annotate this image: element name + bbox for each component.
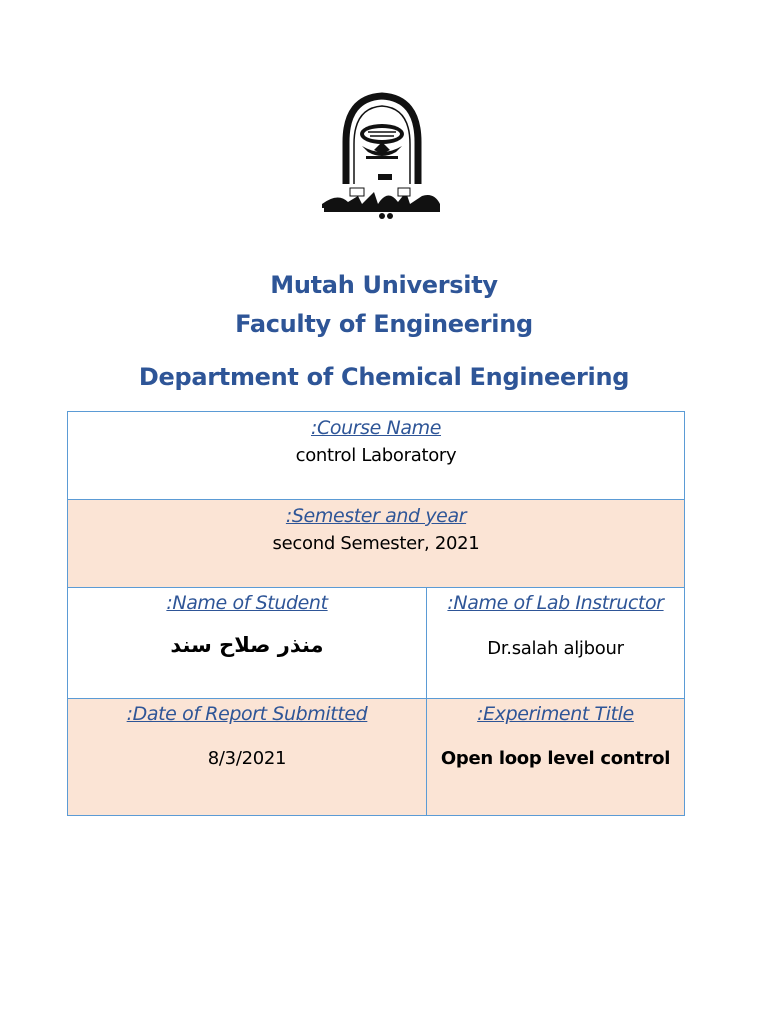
student-name-label: :Name of Student xyxy=(166,592,328,614)
date-label: :Date of Report Submitted xyxy=(126,703,368,725)
semester-cell xyxy=(68,500,685,588)
experiment-cell xyxy=(427,699,685,816)
mutah-seal-icon xyxy=(318,92,446,222)
course-name-label: :Course Name xyxy=(310,417,442,439)
department-name: Department of Chemical Engineering xyxy=(138,363,630,391)
faculty-name: Faculty of Engineering xyxy=(235,310,533,338)
instructor-label: :Name of Lab Instructor xyxy=(447,592,664,614)
date-experiment-row xyxy=(68,699,685,816)
semester-row xyxy=(68,500,685,588)
cover-info-table xyxy=(67,411,685,816)
semester-value: second Semester, 2021 xyxy=(272,533,480,554)
university-name: Mutah University xyxy=(270,271,498,299)
experiment-value: Open loop level control xyxy=(440,748,671,769)
course-cell xyxy=(68,412,685,500)
student-name-value: منذر صلاح سند xyxy=(170,633,324,657)
semester-label: :Semester and year xyxy=(285,505,467,527)
instructor-value: Dr.salah aljbour xyxy=(487,638,624,659)
date-value: 8/3/2021 xyxy=(207,748,287,769)
instructor-cell xyxy=(427,588,685,699)
course-row xyxy=(68,412,685,500)
names-row xyxy=(68,588,685,699)
university-logo xyxy=(318,92,446,222)
course-name-value: control Laboratory xyxy=(295,445,457,466)
date-cell xyxy=(68,699,427,816)
experiment-label: :Experiment Title xyxy=(477,703,634,725)
student-cell xyxy=(68,588,427,699)
